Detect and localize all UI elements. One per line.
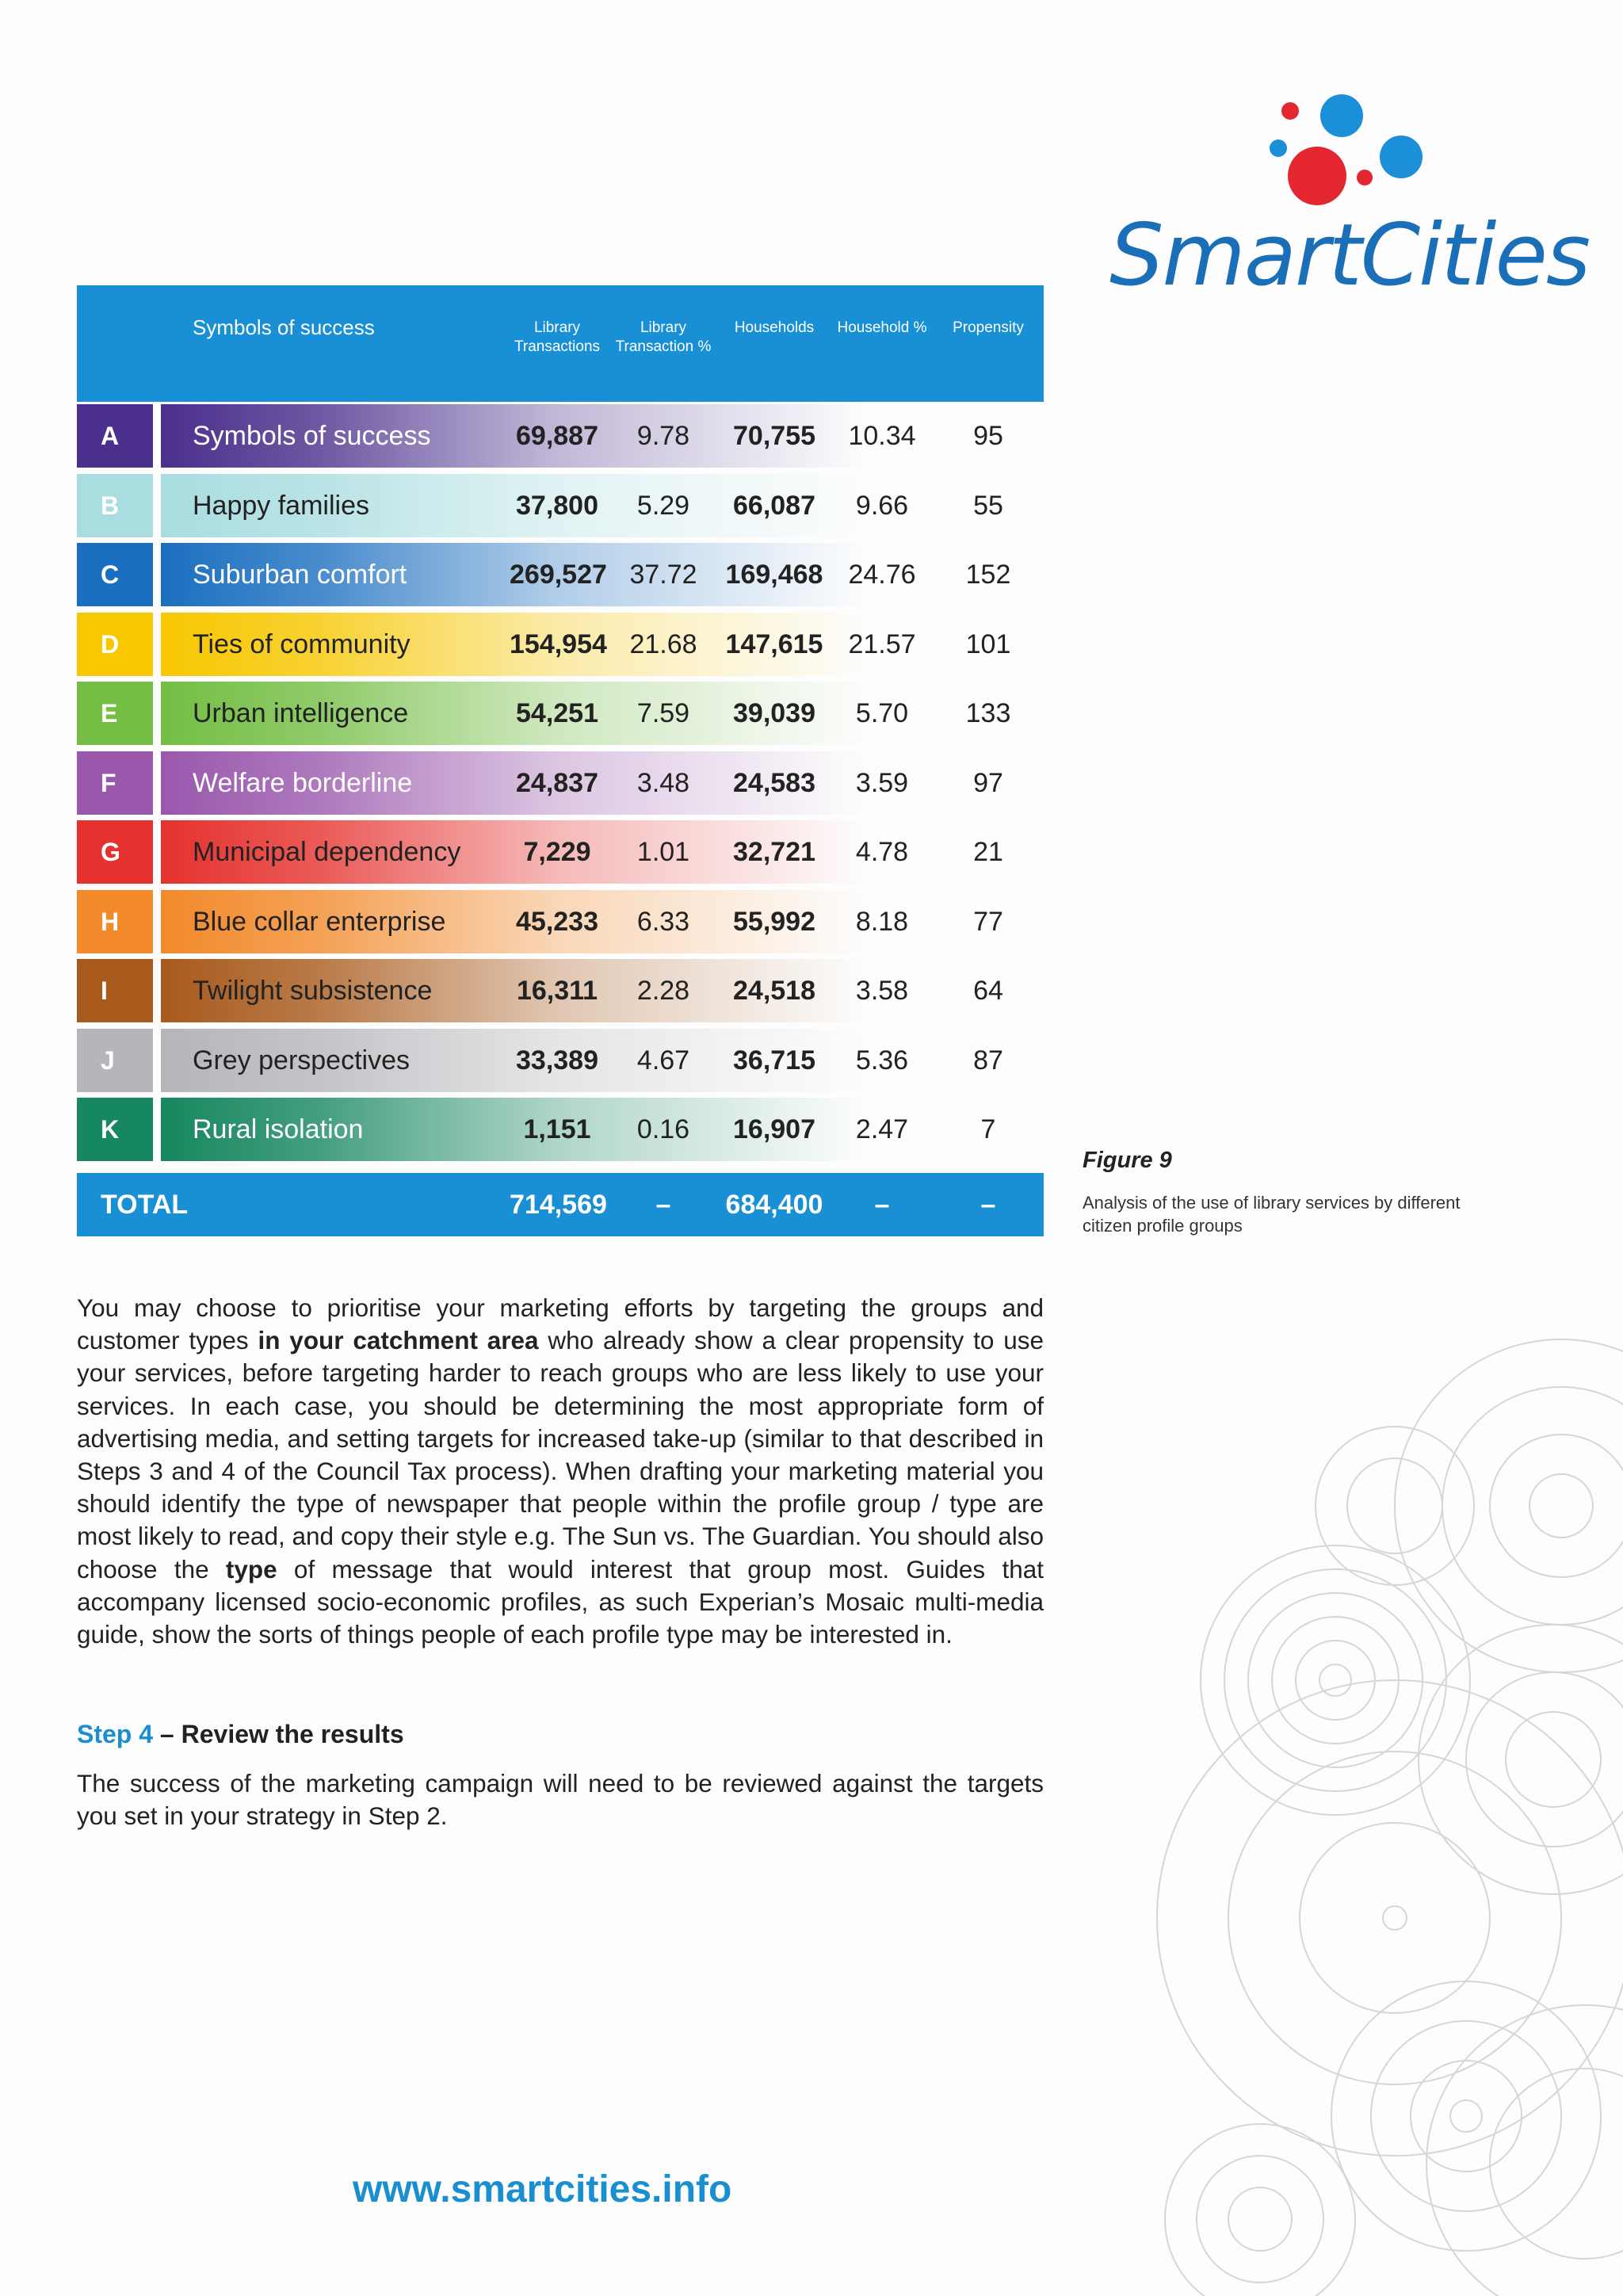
row-households: 70,755 [733, 421, 815, 451]
step-heading [77, 1720, 404, 1749]
row-propensity: 133 [965, 698, 1011, 728]
table-row [77, 751, 1044, 815]
row-household-pct: 5.36 [855, 1045, 909, 1075]
row-library-transaction-pct: 3.48 [636, 767, 690, 798]
row-propensity: 152 [965, 560, 1011, 590]
row-library-transactions: 7,229 [523, 837, 591, 867]
body-text-1: You may choose to prioritise your marketing efforts by targeting the groups and customer types [77, 1293, 1044, 1355]
row-households: 66,087 [733, 490, 815, 521]
total-propensity: – [980, 1190, 996, 1220]
row-letter: A [77, 404, 153, 468]
row-letter: B [77, 474, 153, 537]
table-row [77, 820, 1044, 884]
row-households: 16,907 [733, 1114, 815, 1144]
smartcities-logo [1109, 87, 1590, 305]
table-row [77, 404, 1044, 468]
row-library-transactions: 24,837 [516, 767, 598, 798]
row-household-pct: 3.59 [855, 767, 909, 798]
row-library-transactions: 69,887 [516, 421, 598, 451]
row-library-transaction-pct: 1.01 [636, 837, 690, 867]
total-label: TOTAL [101, 1190, 189, 1220]
row-propensity: 21 [973, 837, 1003, 867]
row-name: Suburban comfort [193, 560, 407, 590]
step-number: Step 4 [77, 1720, 154, 1748]
body-bold-1: in your catchment area [258, 1326, 539, 1355]
row-letter: C [77, 543, 153, 606]
row-letter: D [77, 613, 153, 676]
row-household-pct: 9.66 [855, 490, 909, 521]
row-name-cell [161, 890, 1044, 953]
row-letter: I [77, 959, 153, 1022]
row-name: Rural isolation [193, 1114, 364, 1144]
total-row [77, 1173, 1044, 1236]
row-household-pct: 24.76 [848, 560, 916, 590]
row-library-transaction-pct: 5.29 [636, 490, 690, 521]
row-propensity: 87 [973, 1045, 1003, 1075]
row-library-transaction-pct: 6.33 [636, 906, 690, 937]
row-name-cell [161, 820, 1044, 884]
row-library-transactions: 16,311 [516, 976, 598, 1006]
step-title: – Review the results [153, 1720, 404, 1748]
row-letter: J [77, 1029, 153, 1092]
row-name: Grey perspectives [193, 1045, 410, 1075]
row-name-cell [161, 751, 1044, 815]
figure-caption [1083, 1148, 1495, 1237]
table-row [77, 543, 1044, 606]
row-name-cell [161, 682, 1044, 745]
row-household-pct: 4.78 [855, 837, 909, 867]
row-propensity: 77 [973, 906, 1003, 937]
body-bold-2: type [225, 1554, 277, 1584]
row-propensity: 101 [965, 628, 1011, 659]
logo-dots-icon [1109, 87, 1553, 214]
row-name-cell [161, 613, 1044, 676]
step-paragraph: The success of the marketing campaign will need to be reviewed against the targets you set in your strategy in Step 2. [77, 1769, 1044, 1831]
row-household-pct: 5.70 [855, 698, 909, 728]
table-row [77, 1098, 1044, 1161]
table-row [77, 682, 1044, 745]
row-library-transaction-pct: 2.28 [636, 976, 690, 1006]
logo-text: SmartCities [1109, 206, 1590, 305]
row-library-transaction-pct: 37.72 [629, 560, 697, 590]
row-library-transactions: 33,389 [516, 1045, 598, 1075]
row-name-cell [161, 1029, 1044, 1092]
row-household-pct: 2.47 [855, 1114, 909, 1144]
row-name: Blue collar enterprise [193, 906, 446, 937]
table-row [77, 890, 1044, 953]
row-name-cell [161, 474, 1044, 537]
row-households: 36,715 [733, 1045, 815, 1075]
row-library-transaction-pct: 21.68 [629, 628, 697, 659]
header-group-title: Symbols of success [193, 315, 375, 339]
row-households: 32,721 [733, 837, 815, 867]
row-library-transactions: 154,954 [510, 628, 607, 659]
total-households: 684,400 [725, 1190, 823, 1220]
row-household-pct: 8.18 [855, 906, 909, 937]
row-library-transactions: 45,233 [516, 906, 598, 937]
col-households: Households [734, 319, 815, 336]
table-row [77, 959, 1044, 1022]
row-name-cell [161, 1098, 1044, 1161]
row-letter: K [77, 1098, 153, 1161]
row-households: 24,518 [733, 976, 815, 1006]
row-library-transactions: 269,527 [510, 560, 607, 590]
table-row [77, 474, 1044, 537]
table-row [77, 613, 1044, 676]
table-row [77, 1029, 1044, 1092]
table-header [77, 285, 1044, 402]
footer-link[interactable]: www.smartcities.info [353, 2168, 732, 2210]
total-library-transaction-pct: – [655, 1190, 671, 1220]
col-library-transaction-pct: Library Transaction % [615, 319, 712, 355]
row-library-transactions: 1,151 [523, 1114, 591, 1144]
row-households: 39,039 [733, 698, 815, 728]
row-library-transaction-pct: 4.67 [636, 1045, 690, 1075]
row-households: 24,583 [733, 767, 815, 798]
figure-description: Analysis of the use of library services by different citizen profile groups [1083, 1193, 1461, 1236]
row-name: Urban intelligence [193, 698, 409, 728]
row-name: Municipal dependency [193, 837, 461, 867]
row-propensity: 55 [973, 490, 1003, 521]
row-propensity: 97 [973, 767, 1003, 798]
row-household-pct: 10.34 [848, 421, 916, 451]
row-letter: E [77, 682, 153, 745]
row-library-transactions: 54,251 [516, 698, 598, 728]
row-name: Happy families [193, 490, 369, 521]
row-letter: H [77, 890, 153, 953]
row-library-transactions: 37,800 [516, 490, 598, 521]
row-propensity: 7 [980, 1114, 996, 1144]
row-propensity: 64 [973, 976, 1003, 1006]
col-propensity: Propensity [953, 319, 1024, 336]
col-library-transactions: Library Transactions [514, 319, 601, 355]
row-letter: G [77, 820, 153, 884]
row-library-transaction-pct: 9.78 [636, 421, 690, 451]
body-text-3: of message that would interest that group most. Guides that accompany licensed socio-economic profiles, as such Experian’s Mosaic multi-media guide, show the sorts of things people of each profile type may be interested in. [77, 1554, 1044, 1649]
row-letter: F [77, 751, 153, 815]
decorative-circles [1109, 1268, 1623, 2296]
row-households: 169,468 [725, 560, 823, 590]
figure-label: Figure 9 [1083, 1148, 1172, 1173]
row-propensity: 95 [973, 421, 1003, 451]
total-household-pct: – [874, 1190, 890, 1220]
row-name-cell [161, 959, 1044, 1022]
row-households: 55,992 [733, 906, 815, 937]
body-paragraph [77, 1292, 1044, 1651]
total-library-transactions: 714,569 [510, 1190, 607, 1220]
col-household-pct: Household % [837, 319, 927, 336]
row-name-cell [161, 543, 1044, 606]
row-name: Twilight subsistence [193, 976, 433, 1006]
row-household-pct: 21.57 [848, 628, 916, 659]
row-name: Symbols of success [193, 421, 431, 451]
row-household-pct: 3.58 [855, 976, 909, 1006]
body-text-2: who already show a clear propensity to use your services, before targeting harder to reach groups who are less likely to use your services. In each case, you should be determining the most appropriate form of advertising media, and setting targets for increased take-up (similar to that described in Steps 3 and 4 of the Council Tax process). When drafting your marketing material you should identify the type of newspaper that people within the profile group / type are most likely to read, and copy their style e.g. The Sun vs. The Guardian. You should also choose the [77, 1326, 1044, 1584]
row-name-cell [161, 404, 1044, 468]
row-name: Ties of community [193, 628, 411, 659]
row-library-transaction-pct: 7.59 [636, 698, 690, 728]
row-library-transaction-pct: 0.16 [636, 1114, 690, 1144]
row-households: 147,615 [725, 628, 823, 659]
row-name: Welfare borderline [193, 767, 413, 798]
